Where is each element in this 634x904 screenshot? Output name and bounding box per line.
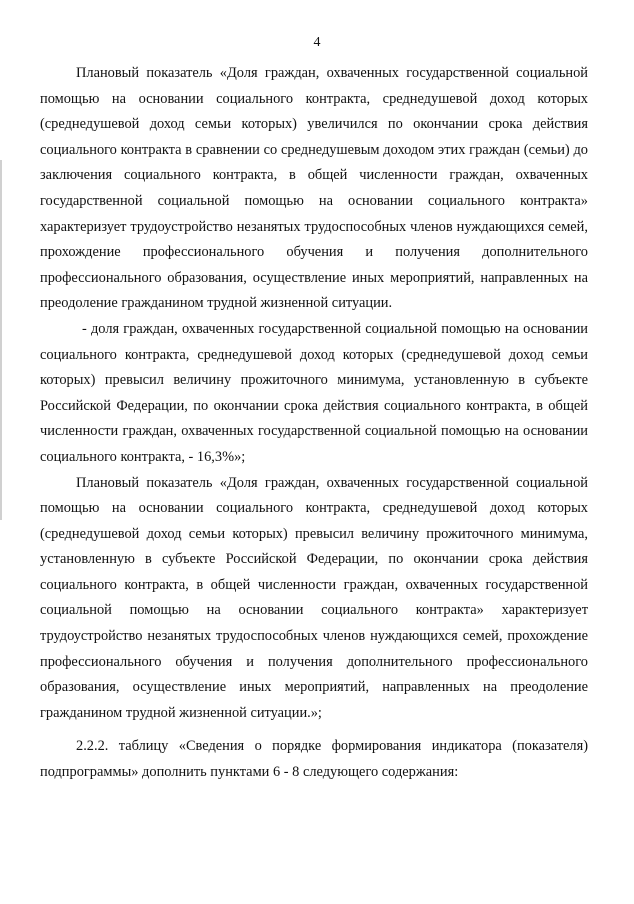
paragraph-indicator-above-minimum: Плановый показатель «Доля граждан, охваченных государственной социальной помощью на основании социального контракта, среднедушевой доход которых (среднедушевой доход семьи которых) превысил величину прожиточного минимума, установленную в субъекте Российской Федерации, по окончании срока действия социального контракта, в общей численности граждан, охваченных государственной социальной помощью на основании социального контракта» характеризует трудоустройство незанятых трудоспособных членов нуждающихся семей, прохождение профессионального обучения и получения дополнительного профессионального образования, осуществление иных мероприятий, направленных на преодоление гражданином трудной жизненной ситуации.»;: [40, 474, 588, 721]
paragraph-list-item-share-citizens: - доля граждан, охваченных государственной социальной помощью на основании социального контракта, среднедушевой доход которых (среднедушевой доход семьи которых) превысил величину прожиточного минимума, установленную в субъекте Российской Федерации, по окончании срока действия социального контракта, в общей численности граждан, охваченных государственной социальной помощью на основании социального контракта, - 16,3%»;: [40, 320, 588, 465]
paragraph-indicator-income-increase: Плановый показатель «Доля граждан, охваченных государственной социальной помощью на основании социального контракта, среднедушевой доход которых (среднедушевой доход семьи которых) увеличился по окончании срока действия социального контракта в сравнении со среднедушевым доходом этих граждан (семьи) до заключения социального контракта, в общей численности граждан, охваченных государственной социальной помощью на основании социального контракта» характеризует трудоустройство незанятых трудоспособных членов нуждающихся семей, прохождение профессионального обучения и получения дополнительного профессионального образования, осуществление иных мероприятий, направленных на преодоление гражданином трудной жизненной ситуации.: [40, 65, 588, 312]
paragraph-clause-2-2-2: 2.2.2. таблицу «Сведения о порядке формирования индикатора (показателя) подпрограммы» дополнить пунктами 6 - 8 следующего содержания:: [40, 738, 588, 781]
document-body: [40, 61, 588, 786]
scan-edge-mark: [0, 160, 2, 520]
page-number: 4: [313, 35, 321, 50]
